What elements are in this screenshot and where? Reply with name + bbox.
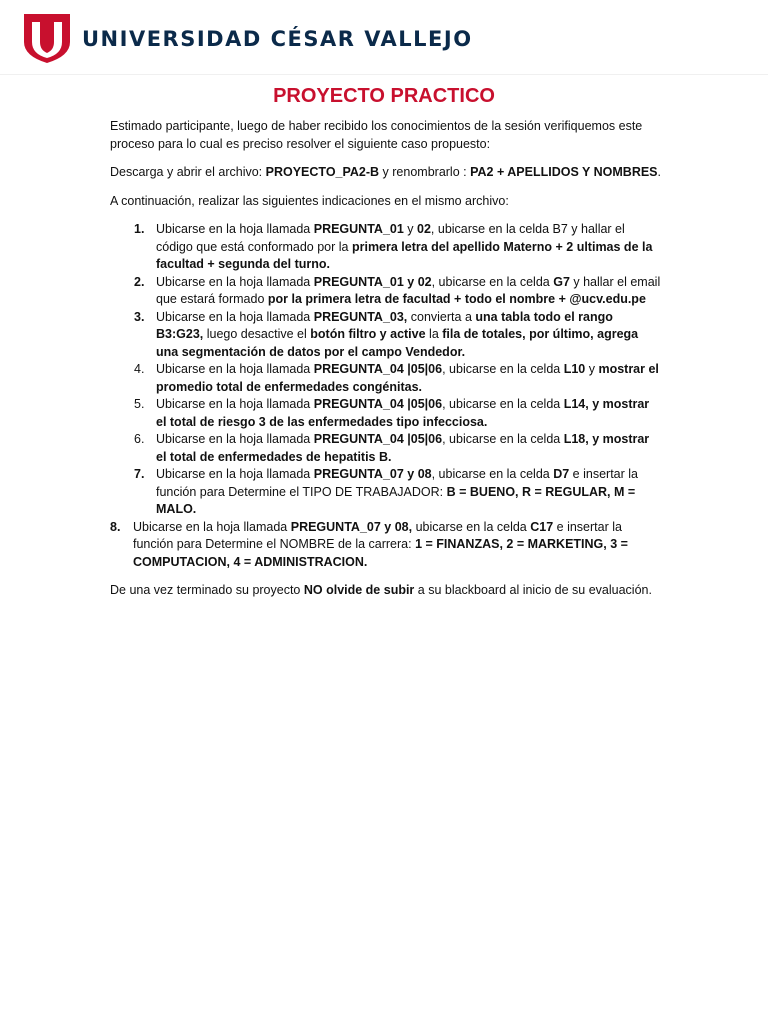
text: L10 [563, 362, 586, 376]
text: PREGUNTA_01 [313, 222, 404, 236]
list-item [110, 309, 662, 362]
text: la [425, 327, 443, 341]
list-item [110, 361, 662, 396]
text: , ubicarse en la celda [442, 397, 564, 411]
text: Ubicarse en la hoja llamada [156, 274, 314, 289]
text: B = BUENO, R = REGULAR, M = MALO. [156, 484, 636, 516]
text: 1 = FINANZAS, 2 = MARKETING, 3 = COMPUTACION, 4 = ADMINISTRACION. [133, 537, 628, 569]
text: NO olvide de subir [303, 583, 415, 597]
text: 02 [417, 222, 431, 236]
text: L14, y mostrar el total de riesgo 3 de las enfermedades tipo infecciosa. [156, 397, 650, 429]
text: , ubicarse en la celda B7 y hallar el código que está conformado por la [156, 222, 625, 254]
continuation-paragraph: A continuación, realizar las siguientes indicaciones en el mismo archivo: [110, 193, 509, 208]
text: PREGUNTA_04 |05|06 [313, 362, 443, 376]
item-number: 1. [134, 222, 145, 236]
item-number: 8. [110, 519, 121, 534]
text: , ubicarse en la celda [442, 362, 564, 376]
item-number: 4. [134, 362, 145, 376]
text: y [585, 362, 599, 376]
text: Descarga y abrir el archivo: [110, 165, 266, 179]
text: L18, y mostrar el total de enfermedades de hepatitis B. [156, 432, 650, 464]
text: Ubicarse en la hoja llamada [156, 467, 314, 481]
text: G7 [553, 274, 570, 289]
text: mostrar el promedio total de enfermedades congénitas. [156, 362, 659, 394]
text: Ubicarse en la hoja llamada [156, 309, 314, 324]
header [0, 0, 768, 75]
list-item [110, 519, 662, 572]
text: Ubicarse en la hoja llamada [156, 397, 314, 411]
university-name: UNIVERSIDAD CÉSAR VALLEJO [82, 27, 473, 51]
text: , ubicarse en la celda [431, 274, 554, 289]
text: botón filtro y active [310, 327, 426, 341]
closing-paragraph [110, 582, 662, 600]
text: PREGUNTA_04 |05|06 [313, 397, 443, 411]
file-name: PROYECTO_PA2-B [265, 165, 380, 179]
document-body [110, 118, 662, 611]
text: ubicarse en la celda [412, 519, 531, 534]
rename-pattern: PA2 + APELLIDOS Y NOMBRES [470, 165, 658, 179]
text: fila de totales, por último, agrega una segmentación de datos por el campo Vendedor. [156, 327, 639, 359]
text: PREGUNTA_01 y 02 [313, 274, 432, 289]
item-number: 6. [134, 432, 145, 446]
text: PREGUNTA_03, [313, 309, 408, 324]
text: . [657, 165, 662, 179]
document-title: PROYECTO PRACTICO [273, 85, 495, 107]
text: PREGUNTA_07 y 08, [290, 519, 413, 534]
text: Ubicarse en la hoja llamada [156, 432, 314, 446]
item-number: 7. [134, 467, 145, 481]
list-item [110, 396, 662, 431]
text: D7 [553, 467, 570, 481]
download-instruction [110, 164, 662, 182]
text: C17 [530, 519, 554, 534]
text: una tabla todo el rango B3:G23, [156, 309, 613, 341]
list-item [110, 466, 662, 519]
list-item [110, 274, 662, 309]
text: y renombrarlo : [379, 165, 471, 179]
text: PREGUNTA_07 y 08 [313, 467, 432, 481]
text: PREGUNTA_04 |05|06 [313, 432, 443, 446]
text: a su blackboard al inicio de su evaluación. [414, 583, 652, 597]
text: luego desactive el [203, 327, 311, 341]
list-item [110, 431, 662, 466]
text: , ubicarse en la celda [431, 467, 554, 481]
text: primera letra del apellido Materno + 2 ultimas de la facultad + segunda del turno. [156, 239, 653, 271]
text: Ubicarse en la hoja llamada [156, 222, 314, 236]
item-number: 3. [134, 309, 145, 324]
text: Ubicarse en la hoja llamada [133, 519, 291, 534]
text: e insertar la función para Determine el NOMBRE de la carrera: [133, 519, 622, 551]
task-list [110, 221, 662, 571]
intro-paragraph: Estimado participante, luego de haber recibido los conocimientos de la sesión verifiquemos este proceso para lo cual es preciso resolver el siguiente caso propuesto: [110, 119, 643, 151]
text: y hallar el email que estará formado [156, 274, 661, 306]
item-number: 2. [134, 274, 145, 289]
text: y [403, 222, 418, 236]
text: , ubicarse en la celda [442, 432, 564, 446]
text: De una vez terminado su proyecto [110, 583, 304, 597]
ucv-shield-logo-icon [22, 12, 72, 64]
text: convierta a [407, 309, 476, 324]
item-number: 5. [134, 397, 145, 411]
list-item [110, 221, 662, 274]
text: Ubicarse en la hoja llamada [156, 362, 314, 376]
text: por la primera letra de facultad + todo el nombre + @ucv.edu.pe [267, 292, 646, 306]
text: e insertar la función para Determine el TIPO DE TRABAJADOR: [156, 467, 638, 499]
